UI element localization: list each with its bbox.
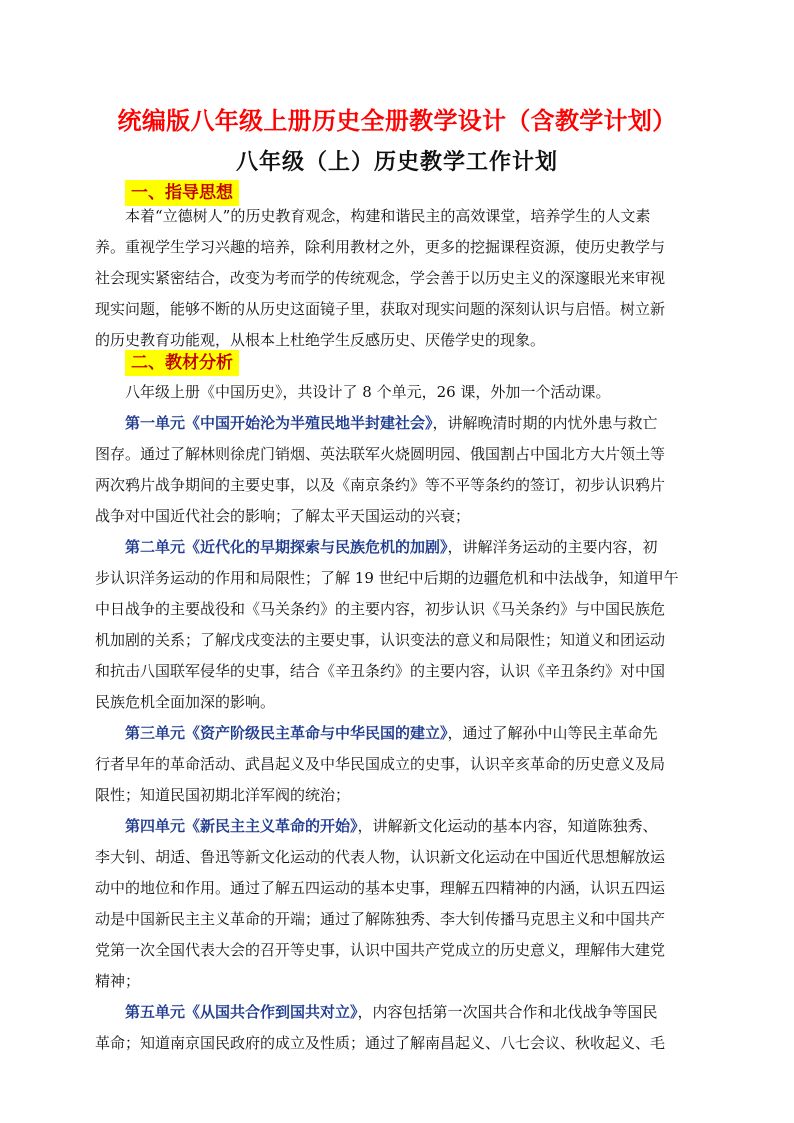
text-line: 的历史教育功能观，从根本上杜绝学生反感历史、厌倦学史的现象。 xyxy=(95,331,546,349)
unit-4-first-text: ，讲解新文化运动的基本内容，知道陈独秀、 xyxy=(357,817,658,835)
unit-2-title: 第二单元《近代化的早期探索与民族危机的加剧》 xyxy=(125,538,448,556)
unit-1-title: 第一单元《中国开始沦为半殖民地半封建社会》 xyxy=(125,414,433,432)
text-line: 党第一次全国代表大会的召开等史事，认识中国共产党成立的历史意义，理解伟大建党 xyxy=(95,941,666,959)
text-line: 精神； xyxy=(95,972,141,990)
text-line: 现实问题，能够不断的从历史这面镜子里，获取对现实问题的深刻认识与启悟。树立新 xyxy=(95,300,666,318)
text-line: 行者早年的革命活动、武昌起义及中华民国成立的史事，认识辛亥革命的历史意义及局 xyxy=(95,755,666,773)
text-line: 本着“立德树人”的历史教育观念，构建和谐民主的高效课堂，培养学生的人文素 xyxy=(125,207,651,225)
text-line: 民族危机全面加深的影响。 xyxy=(95,693,276,711)
unit-1-first-line xyxy=(95,408,706,439)
unit-5-title: 第五单元《从国共合作到国共对立》 xyxy=(125,1003,358,1021)
document-title: 统编版八年级上册历史全册教学设计（含教学计划） xyxy=(117,107,677,135)
text-line: 中日战争的主要战役和《马关条约》的主要内容，初步认识《马关条约》与中国民族危 xyxy=(95,600,666,618)
text-line: 养。重视学生学习兴趣的培养，除利用教材之外，更多的挖掘课程资源，使历史教学与 xyxy=(95,238,666,256)
section-1-body xyxy=(95,201,706,356)
text-line: 限性；知道民国初期北洋军阀的统治； xyxy=(95,786,351,804)
unit-5-first-line xyxy=(95,997,706,1028)
unit-3-title: 第三单元《资产阶级民主革命与中华民国的建立》 xyxy=(125,724,448,742)
text-line: 李大钊、胡适、鲁迅等新文化运动的代表人物，认识新文化运动在中国近代思想解放运 xyxy=(95,848,666,866)
unit-2-first-text: ，讲解洋务运动的主要内容，初 xyxy=(447,538,658,556)
unit-2-first-line xyxy=(95,532,706,563)
unit-1-first-text: ，讲解晚清时期的内忧外患与救亡 xyxy=(432,414,658,432)
section-heading-guiding-ideology: 一、指导思想 xyxy=(125,180,239,206)
unit-3-first-line xyxy=(95,718,706,749)
unit-4-first-line xyxy=(95,811,706,842)
text-line: 战争对中国近代社会的影响；了解太平天国运动的兴衰； xyxy=(95,507,471,525)
section-2-body xyxy=(95,377,706,1059)
text-line: 和抗击八国联军侵华的史事，结合《辛丑条约》的主要内容，认识《辛丑条约》对中国 xyxy=(95,662,666,680)
text-line: 动是中国新民主主义革命的开端；通过了解陈独秀、李大钊传播马克思主义和中国共产 xyxy=(95,910,666,928)
unit-4-title: 第四单元《新民主主义革命的开始》 xyxy=(125,817,358,835)
text-line: 机加剧的关系；了解戊戌变法的主要史事，认识变法的意义和局限性；知道义和团运动 xyxy=(95,631,666,649)
text-line: 动中的地位和作用。通过了解五四运动的基本史事，理解五四精神的内涵，认识五四运 xyxy=(95,879,666,897)
unit-5-first-text: ，内容包括第一次国共合作和北伐战争等国民 xyxy=(357,1003,658,1021)
plan-title: 八年级（上）历史教学工作计划 xyxy=(235,149,558,175)
text-line: 步认识洋务运动的作用和局限性；了解 19 世纪中后期的边疆危机和中法战争，知道甲午 xyxy=(95,569,679,587)
text-line: 社会现实紧密结合，改变为考而学的传统观念，学会善于以历史主义的深邃眼光来审视 xyxy=(95,269,666,287)
intro-line: 八年级上册《中国历史》，共设计了 8 个单元，26 课，外加一个活动课。 xyxy=(125,383,611,401)
unit-3-first-text: ，通过了解孙中山等民主革命先 xyxy=(447,724,658,742)
section-heading-textbook-analysis: 二、教材分析 xyxy=(125,350,239,376)
text-line: 两次鸦片战争期间的主要史事，以及《南京条约》等不平等条约的签订，初步认识鸦片 xyxy=(95,476,666,494)
text-line: 图存。通过了解林则徐虎门销烟、英法联军火烧圆明园、俄国割占中国北方大片领土等 xyxy=(95,445,666,463)
text-line: 革命；知道南京国民政府的成立及性质；通过了解南昌起义、八七会议、秋收起义、毛 xyxy=(95,1034,666,1052)
